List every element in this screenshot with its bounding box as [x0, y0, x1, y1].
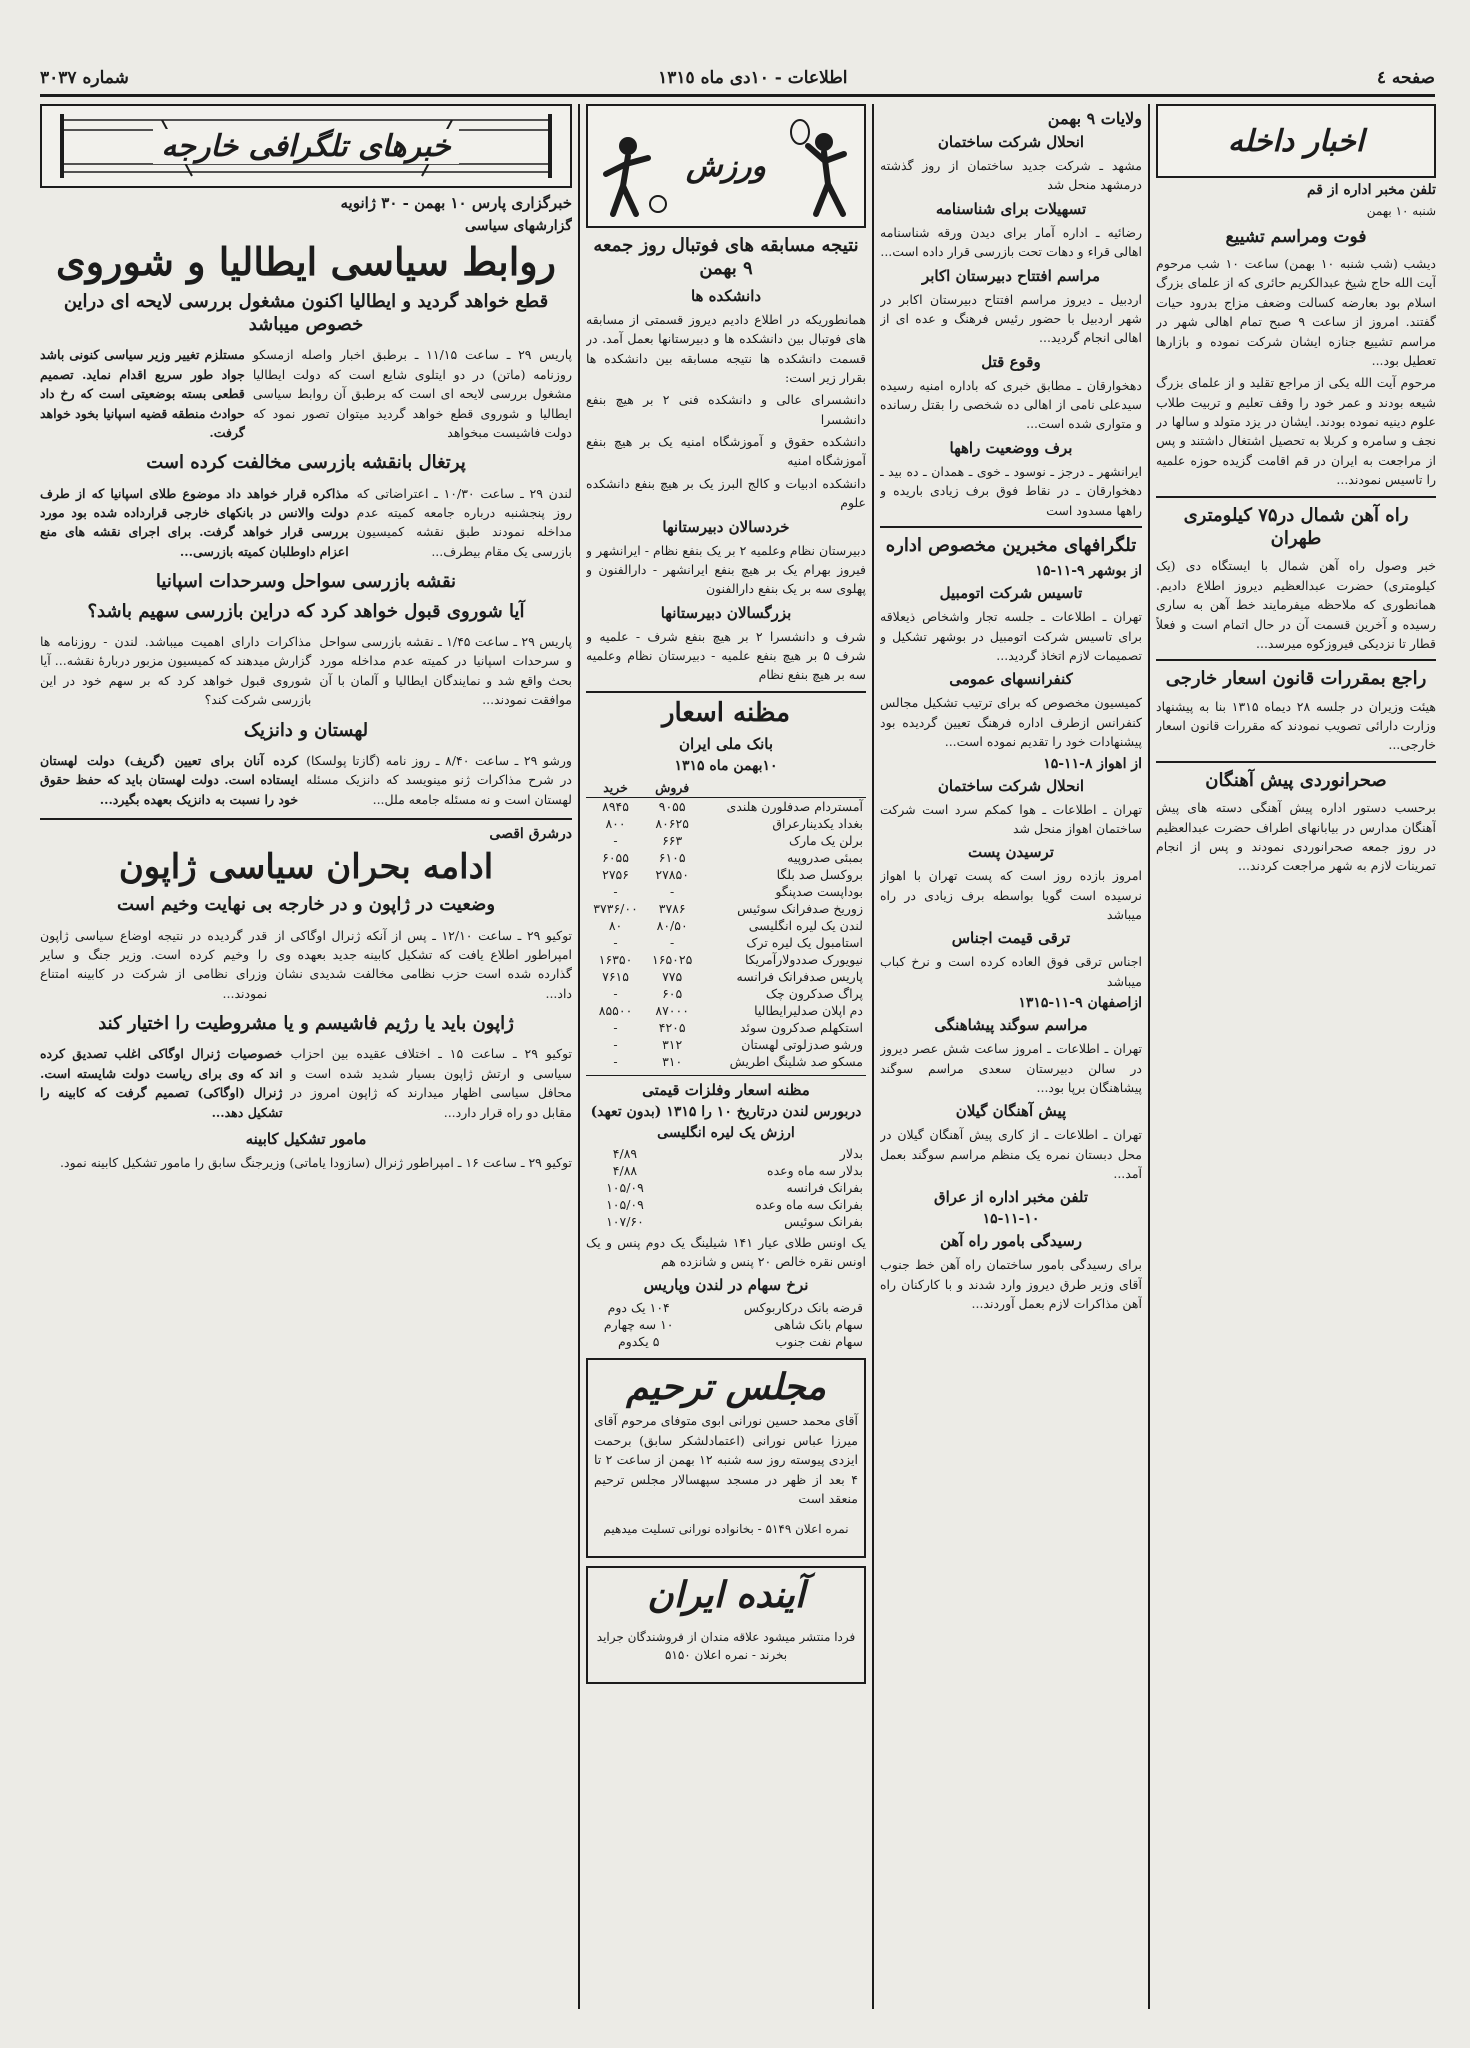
- portugal-headline: پرتغال بانقشه بازرسی مخالفت کرده است: [146, 452, 466, 474]
- sports-banner: [586, 104, 866, 228]
- scout-oath-text: تهران ـ اطلاعات ـ امروز ساعت شش عصر دیروز در سالن دبیرستان سعدی مراسم سوگند پیشاهنگان برپا بود...: [880, 1041, 1142, 1095]
- death-text: دیشب (شب شنبه ۱۰ بهمن) ساعت ۱۰ شب مرحوم آیت الله حاج شیخ عبدالکریم حائری که از علمای بزرگ اسلام بود بعارضه کسالت وضعف مزاج بدرود حیات گفتند. امروز از ساعت ۹ صبح تمام اهالی شهر در مراسم تشییع جنازه ایشان شرکت نموده و بازارها تعطیل بود...: [1156, 256, 1436, 368]
- isfahan-dateline: ازاصفهان ۹-۱۱-۱۳۱۵: [1018, 995, 1142, 1012]
- foreign-banner: [40, 104, 572, 188]
- result-item: دانشسرای عالی و دانشکده فنی ۲ بر هیچ بنفع دانشسرا: [586, 392, 866, 427]
- shares-table: [586, 1299, 866, 1350]
- reza-text: رضائیه ـ اداره آمار برای دیدن ورقه شناسنامه اهالی قراء و دهات تحت بازرسی قرار داده است...: [880, 224, 1142, 260]
- table-row: استامبول یک لیره ترک - -: [613, 934, 863, 950]
- rule: [1156, 659, 1436, 661]
- table-row: بفرانک فرانسه ۱۰۵/۰۹: [606, 1179, 863, 1195]
- gilan-text: تهران ـ اطلاعات ـ از کاری پیش آهنگان گیلان در محل دبستان نمره یک منظم مراسم سوگند بعمل آمد...: [880, 1127, 1142, 1182]
- colleges-text: همانطوریکه در اطلاع دادیم دیروز قسمتی از مسابقه های فوتبال بین دانشکده ها و دبیرستانها بعمل آمد. در قسمت دانشکده ها نتیجه مسابقه بین دانشکده ها بقرار زیر است:: [586, 311, 866, 385]
- table-row: قرضه بانک درکاربوکس ۱۰۴ یک دوم: [607, 1300, 863, 1316]
- rule: [40, 818, 572, 820]
- domestic-column-provinces: [880, 104, 1142, 2009]
- lead-left-text: مستلزم تغییر وزیر سیاسی کنونی باشد جواد طور سریع اقدام نماید. تصمیم قطعی بسته بوضعیتی است که رخ داد حوادث منطقه قضیه اسپانیا بخود خواهد گرفت.: [40, 347, 245, 440]
- reza-headline: تسهیلات برای شناسنامه: [935, 199, 1087, 218]
- result-item: دانشکده ادبیات و کالج البرز یک بر هیچ بنفع دانشکده علوم: [586, 475, 866, 511]
- sports-banner-title: ورزش: [685, 148, 767, 184]
- japan-left-text: قدر گردیده در نتیجه اوضاع سیاسی ژاپون را وخیم کرده است. وزیر جنگ و سایر وزرای نظامی از شرکت در کابینه امتناع نمودند...: [40, 927, 268, 1001]
- lead-right-text: پاریس ۲۹ ـ ساعت ۱۱/۱۵ ـ برطبق اخبار واصله ازمسکو روزنامه (ماتن) در دو ایتلوی شایع است که دولت ایطالیا مشغول بررسی لایحه ای است که برطبق آن روابط سیاسی ایطالیا و شوروی قطع خواهد گردید میتوان تصور نمود که دولت فاشیست مبخواهد: [252, 347, 572, 440]
- table-row: بمبئی صدروپیه ۶۱۰۵ ۶۰۵۵: [602, 849, 863, 865]
- column-divider: [1148, 104, 1150, 2009]
- table-row: لندن یک لیره انگلیسی ۸۰/۵۰ ۸۰: [608, 917, 863, 933]
- japan-choice-headline: ژاپون باید یا رژیم فاشیسم و یا مشروطیت را اختیار کند: [98, 1013, 514, 1035]
- foreign-column: [40, 104, 572, 2009]
- domestic-banner-title: اخبار داخله: [1227, 123, 1365, 159]
- table-row: زوریخ صدفرانک سوئیس ۳۷۸۶ ۳۷۳۶/۰۰: [593, 900, 863, 916]
- iraq-reporter: تلفن مخبر اداره از عراق: [933, 1188, 1089, 1207]
- table-row: بدلار ۴/۸۹: [612, 1145, 863, 1161]
- cabinet-text: توکیو ۲۹ ـ ساعت ۱۶ ـ امپراطور ژنرال (سازودا یاماتی) وزیرجنگ سابق را مامور تشکیل کابینه نمود.: [60, 1154, 572, 1170]
- memorial-footer: نمره اعلان ۵۱۴۹ - بخانواده نورانی تسلیت میدهیم: [603, 1522, 849, 1537]
- memorial-notice: [586, 1358, 866, 1558]
- rates-date: ۱۰بهمن ماه ۱۳۱۵: [674, 757, 778, 774]
- rule: [586, 1075, 866, 1076]
- poland-story: [40, 748, 572, 812]
- cabinet-headline: مامور تشکیل کابینه: [245, 1129, 367, 1148]
- agency-dateline: خبرگزاری پارس ۱۰ بهمن - ۳۰ ژانویه: [340, 194, 572, 212]
- table-row: سهام نفت جنوب ۵ یکدوم: [617, 1334, 863, 1350]
- qom-date: شنبه ۱۰ بهمن: [1366, 204, 1436, 218]
- junior-schools-text: دبیرستان نظام وعلمیه ۲ بر یک بنفع نظام - ایرانشهر و فیروز بهرام یک بر هیچ بنفع ایرانشهر - دارالفنون و پهلوی سه بر یک بنفع دارالفنون: [586, 542, 866, 597]
- scouts-headline: صحرانوردی پیش آهنگان: [1205, 769, 1387, 791]
- prices-headline: ترقی قیمت اجناس: [951, 929, 1071, 948]
- snow-headline: برف ووضعیت راهها: [949, 438, 1073, 457]
- senior-schools-text: شرف و دانشسرا ۲ بر هیچ بنفع شرف - علمیه و شرف ۵ بر هیچ بنفع علمیه - دبیرستان نظام وعلمیه سه بر هیچ بنفع نظام: [586, 628, 866, 683]
- rail-text: خبر وصول راه آهن شمال با ایستگاه دی (یک کیلومتری) حضرت عبدالعظیم دیروز اطلاع دادیم. همانطوری که ملاحظه میفرمایند خط آهن به ساری رسیده و آخرین قسمت آن در حال اتمام است و فعلاً قطار تا نزدیکی فیروزکوه میرسد...: [1156, 558, 1436, 651]
- junior-schools-headline: خردسالان دبیرستانها: [662, 517, 790, 536]
- metals-subtitle: دربورس لندن درتاریخ ۱۰ را ۱۳۱۵ (بدون تعهد): [590, 1103, 862, 1120]
- domestic-banner: [1156, 104, 1436, 178]
- gbp-headline: ارزش یک لیره انگلیسی: [657, 1124, 795, 1141]
- table-row: آمستردام صدفلورن هلندی ۹۰۵۵ ۸۹۴۵: [602, 798, 863, 814]
- mashhad-headline: انحلال شرکت ساختمان: [937, 133, 1085, 151]
- column-divider: [872, 104, 874, 2009]
- exchange-rates-table: [586, 778, 866, 1070]
- table-row: مسکو صد شلینگ اطریش ۳۱۰ -: [613, 1053, 863, 1069]
- japan-story-2: [40, 1041, 572, 1125]
- page-number: صفحه ٤: [1376, 68, 1435, 88]
- portugal-right-text: لندن ۲۹ ـ ساعت ۱۰/۳۰ ـ اعتراضاتی که روز پنجشنبه درباره جامعه کمیته عدم مداخله نمودند طبق نقشه کمیسیون بازرسی یک مقام بیطرف...: [356, 485, 572, 559]
- conferences-headline: کنفرانسهای عمومی: [949, 670, 1073, 689]
- rule: [1156, 761, 1436, 763]
- gilan-headline: پیش آهنگان گیلان: [955, 1102, 1067, 1121]
- paper-date: اطلاعات - ١٠دی ماه ١٣١٥: [658, 68, 848, 88]
- table-row: پراگ صدکرون چک ۶۰۵ -: [613, 985, 863, 1001]
- murder-text: دهخوارقان ـ مطابق خبری که باداره امنیه رسیده سیدعلی نامی از اهالی ده شخصی را بقتل رسانده و متواری شده است...: [880, 377, 1142, 432]
- far-east-label: درشرق اقصی: [489, 826, 572, 843]
- biography-text: مرحوم آیت الله یکی از مراجع تقلید و از علمای بزرگ شیعه بودند و عمر خود را وقف تعلیم و تربیت طلاب علوم دینیه نموده بودند. ایشان در یزد متولد و سالها در نجف و سامره و کربلا به تحصیل اشتغال داشتند و پس از مراجعت به ایران در قم اقامت گزیده حوزه علمیه را تاسیس نمودند...: [1156, 375, 1436, 488]
- lead-story: [40, 342, 572, 445]
- table-row: سهام بانک شاهی ۱۰ سه چهارم: [603, 1317, 863, 1333]
- buy-header: خرید: [586, 778, 645, 798]
- issue-number: شماره ٣٠٣٧: [40, 68, 129, 88]
- rule: [880, 526, 1142, 528]
- japan-left-text-2: خصوصیات ژنرال اوگاکی اغلب تصدیق کرده اند که وی برای ریاست دولت شایسته است. ژنرال (اوگاکی) تصمیم گرفت که کابینه را تشکیل دهد...: [40, 1046, 283, 1120]
- japan-right-text: توکیو ۲۹ ـ ساعت ۱۲/۱۰ ـ پس از آنکه ژنرال اوگاکی از امپراطور اطلاع یافت که تشکیل کابینه جدید بعهده وی گذارده شده است حزب نظامی مخالفت شدیدی نشان داد...: [275, 927, 572, 1001]
- bank-name: بانک ملی ایران: [678, 734, 774, 753]
- metals-title: مظنه اسعار وفلزات قیمتی: [642, 1080, 810, 1099]
- table-row: بروکسل صد بلگا ۲۷۸۵۰ ۲۷۵۶: [602, 866, 863, 882]
- portugal-left-text: مذاکره قرار خواهد داد موضوع طلای اسپانیا که از طرف دولت والانس در بانکهای خارجی قرارداده شده بود مورد بررسی قرار خواهد گرفت. برای اجرای نقشه های منع اعزام داوطلبان کمیته بازرسی...: [40, 485, 349, 559]
- coast-left-text: مذاکرات دارای اهمیت میباشد. لندن - روزنامه ها گزارش میدهند که کمیسیون مزبور دربارهٔ نقشه... آیا شوروی قبول خواهد کرد که بر سهم خود در این بازرسی شرکت کند؟: [40, 634, 312, 708]
- bushehr-dateline: از بوشهر ۹-۱۱-۱۵: [1035, 563, 1142, 580]
- currency-law-headline: راجع بمقررات قانون اسعار خارجی: [1165, 668, 1427, 690]
- telegrams-headline: تلگرافهای مخبرین مخصوص اداره: [885, 534, 1137, 556]
- agency-line: [40, 194, 572, 212]
- coast-story: [40, 629, 572, 713]
- provinces-label: ولایات ۹ بهمن: [1047, 109, 1142, 128]
- ayandeh-text: فردا منتشر میشود علاقه مندان از فروشندگان جراید بخرند - نمره اعلان ۵۱۵۰: [596, 1630, 856, 1663]
- coast-right-text: پاریس ۲۹ ـ ساعت ۱/۴۵ ـ نقشه بازرسی سواحل و سرحدات اسپانیا در کمیته عدم مداخله مورد بحث واقع شد و نمایندگان ایطالیا و آلمان با آن موافقت نمودند...: [319, 634, 572, 708]
- prices-text: اجناس ترقی فوق العاده کرده است و نرخ کباب میباشد: [880, 954, 1142, 989]
- currency-law-text: هیئت وزیران در جلسه ۲۸ دیماه ۱۳۱۵ بنا به پیشنهاد وزارت دارائی تصویب نمودند که مقررات قانون اسعار خارجی...: [1156, 698, 1436, 753]
- soviet-headline: آیا شوروی قبول خواهد کرد که دراین بازرسی سهیم باشد؟: [87, 600, 525, 622]
- poland-right-text: ورشو ۲۹ ـ ساعت ۸/۴۰ ـ روز نامه (گازتا پولسکا) در شرح مذاکرات ژنو مینویسد که دانزیک مسئله لهستان است و نه مسئله جامعه ملل...: [306, 752, 572, 807]
- column-divider: [578, 104, 580, 2009]
- akbar-headline: مراسم افتتاح دبیرستان اکابر: [921, 266, 1100, 285]
- foreign-banner-title: خبرهای تلگرافی خارجه: [153, 129, 458, 164]
- rates-title: مظنه اسعار: [661, 697, 791, 728]
- football-headline: نتیجه مسابقه های فوتبال روز جمعه ۹ بهمن: [593, 235, 859, 280]
- rule: [586, 691, 866, 693]
- table-row: برلن یک مارک ۶۶۳ -: [613, 832, 863, 848]
- auto-company-text: تهران ـ اطلاعات ـ جلسه تجار واشخاص ذیعلاقه برای تاسیس شرکت اتومبیل در بوشهر تشکیل و تصمیمات لازم اتخاذ گردید...: [880, 609, 1142, 664]
- masthead: [40, 62, 1435, 97]
- japan-headline: ادامه بحران سیاسی ژاپون: [118, 847, 494, 888]
- ayandeh-notice: [586, 1566, 866, 1684]
- main-subheadline: قطع خواهد گردید و ایطالیا اکنون مشغول بررسی لایحه ای دراین خصوص میباشد: [63, 290, 549, 336]
- japan-right-text-2: توکیو ۲۹ ـ ساعت ۱۵ ـ اختلاف عقیده بین احزاب سیاسی و ارتش ژاپون بسیار شدید شده است و محافل سیاسی اظهار میدارند که ژاپون امروز در مقابل دو راه قرار دارد...: [290, 1046, 572, 1120]
- table-row: بوداپست صدپنگو - -: [613, 883, 863, 899]
- result-item: دانشکده حقوق و آموزشگاه امنیه یک بر هیچ بنفع آموزشگاه امنیه: [586, 434, 866, 469]
- shares-title: نرخ سهام در لندن وپاریس: [643, 1276, 809, 1295]
- reports-label: گزارشهای سیاسی: [465, 218, 572, 234]
- memorial-title: مجلس ترحیم: [626, 1366, 826, 1409]
- domestic-column-right: [1156, 104, 1436, 2009]
- table-row: استکهلم صدکرون سوئد ۴۲۰۵ -: [613, 1019, 863, 1035]
- scout-oath-headline: مراسم سوگند پیشاهنگی: [934, 1016, 1088, 1035]
- japan-subheadline: وضعیت در ژاپون و در خارجه بی نهایت وخیم است: [116, 894, 496, 916]
- ahvaz-dateline: از اهواز ۸-۱۱-۱۵: [1043, 755, 1142, 772]
- table-row: دم اپلان صدلیرایطالیا ۸۷۰۰۰ ۸۵۵۰۰: [598, 1002, 863, 1018]
- ahvaz-headline: انحلال شرکت ساختمان: [937, 776, 1085, 795]
- gold-line: یک اونس طلای عیار ۱۴۱ شیلینگ یک دوم پنس و یک اونس نقره خالص ۲۰ پنس و شانزده هم: [586, 1234, 866, 1270]
- snow-text: ایرانشهر ـ درجز ـ نوسود ـ خوی ـ همدان ـ ده بید ـ دهخوارقان ـ در نقاط فوق برف زیادی باریده و راهها مسدود است: [880, 463, 1142, 518]
- portugal-story: [40, 481, 572, 565]
- gbp-table: [586, 1145, 866, 1230]
- senior-schools-headline: بزرگسالان دبیرستانها: [660, 603, 792, 622]
- qom-reporter: تلفن مخبر اداره از قم: [1306, 182, 1436, 198]
- scouts-text: برحسب دستور اداره پیش آهنگی دسته های پیش آهنگان مدارس در بیابانهای اطراف حضرت عبدالعظیم در روز جمعه صحرانوردی نمودند و پس از انجام تمرینات لازم به شهر مراجعت کردند...: [1156, 800, 1436, 874]
- poland-left-text: کرده آنان برای تعیین (گریف) دولت لهستان ایستاده است. دولت لهستان باید که حفظ حقوق خود را نسبت به دانزیک بعهده بگیرد...: [40, 752, 299, 807]
- mashhad-text: مشهد ـ شرکت جدید ساختمان از روز گذشته درمشهد منحل شد: [880, 158, 1142, 193]
- rule: [1156, 496, 1436, 498]
- auto-company-headline: تاسیس شرکت اتومبیل: [939, 584, 1083, 603]
- table-row: بفرانک سه ماه وعده ۱۰۵/۰۹: [606, 1196, 863, 1212]
- conferences-text: کمیسیون مخصوص که برای ترتیب تشکیل مجالس کنفرانس ازطرف اداره فرهنگ تعیین گردیده بود پیشنهادات خود را تقدیم نموده است...: [880, 695, 1142, 750]
- table-row: پاریس صدفرانک فرانسه ۷۷۵ ۷۶۱۵: [602, 968, 863, 984]
- middle-column: [586, 104, 866, 2009]
- table-row: بفرانک سوئیس ۱۰۷/۶۰: [606, 1213, 863, 1229]
- murder-headline: وقوع قتل: [981, 352, 1041, 371]
- death-headline: فوت ومراسم تشییع: [1225, 227, 1367, 247]
- table-row: نیویورک صددولارآمریکا ۱۶۵۰۲۵ ۱۶۳۵۰: [598, 951, 863, 967]
- japan-story: [40, 923, 572, 1007]
- post-text: امروز بازده روز است که پست تهران با اهواز نرسیده است گویا بواسطه برف زیادی در راه میباشد: [880, 868, 1142, 923]
- railway-inspection-text: برای رسیدگی بامور ساختمان راه آهن خط جنوب آقای وزیر طرق دیروز وارد شدند و با کارکنان راه آهن مذاکرات لازم بعمل آوردند...: [880, 1257, 1142, 1312]
- memorial-text: آقای محمد حسین نورانی ابوی متوفای مرحوم آقای میرزا عباس نورانی (اعتمادلشکر سابق) برحمت ایزدی پیوسته روز سه شنبه ۱۲ بهمن از ساعت ۲ تا ۴ بعد از ظهر در مسجد سپهسالار مجلس ترحیم منعقد است: [594, 1413, 858, 1506]
- colleges-headline: دانشکده ها: [690, 286, 762, 305]
- rail-headline: راه آهن شمال در۷۵ کیلومتری طهران: [1183, 504, 1409, 549]
- table-row: بدلار سه ماه وعده ۴/۸۸: [612, 1162, 863, 1178]
- ayandeh-title: آینده ایران: [647, 1574, 805, 1617]
- poland-headline: لهستان و دانزیک: [243, 719, 369, 741]
- akbar-text: اردبیل ـ دیروز مراسم افتتاح دبیرستان اکابر در شهر اردبیل با حضور رئیس فرهنگ و عده ای از اهالی انجام گردید...: [880, 291, 1142, 346]
- iraq-date: ۱۵-۱۱-۱۰: [982, 1211, 1040, 1228]
- railway-inspection-headline: رسیدگی بامور راه آهن: [939, 1232, 1083, 1251]
- table-row: ورشو صدزلوتی لهستان ۳۱۲ -: [613, 1036, 863, 1052]
- table-row: بغداد یکدینارعراق ۸۰۶۲۵ ۸۰۰: [605, 815, 863, 831]
- ahvaz-text: تهران ـ اطلاعات ـ هوا کمکم سرد است شرکت ساختمان اهواز منحل شد: [880, 801, 1142, 836]
- main-headline: روابط سیاسی ایطالیا و شوروی: [56, 239, 556, 284]
- coast-headline: نقشه بازرسی سواحل وسرحدات اسپانیا: [155, 571, 457, 593]
- sell-header: فروش: [645, 778, 699, 798]
- post-headline: ترسیدن پست: [968, 843, 1054, 862]
